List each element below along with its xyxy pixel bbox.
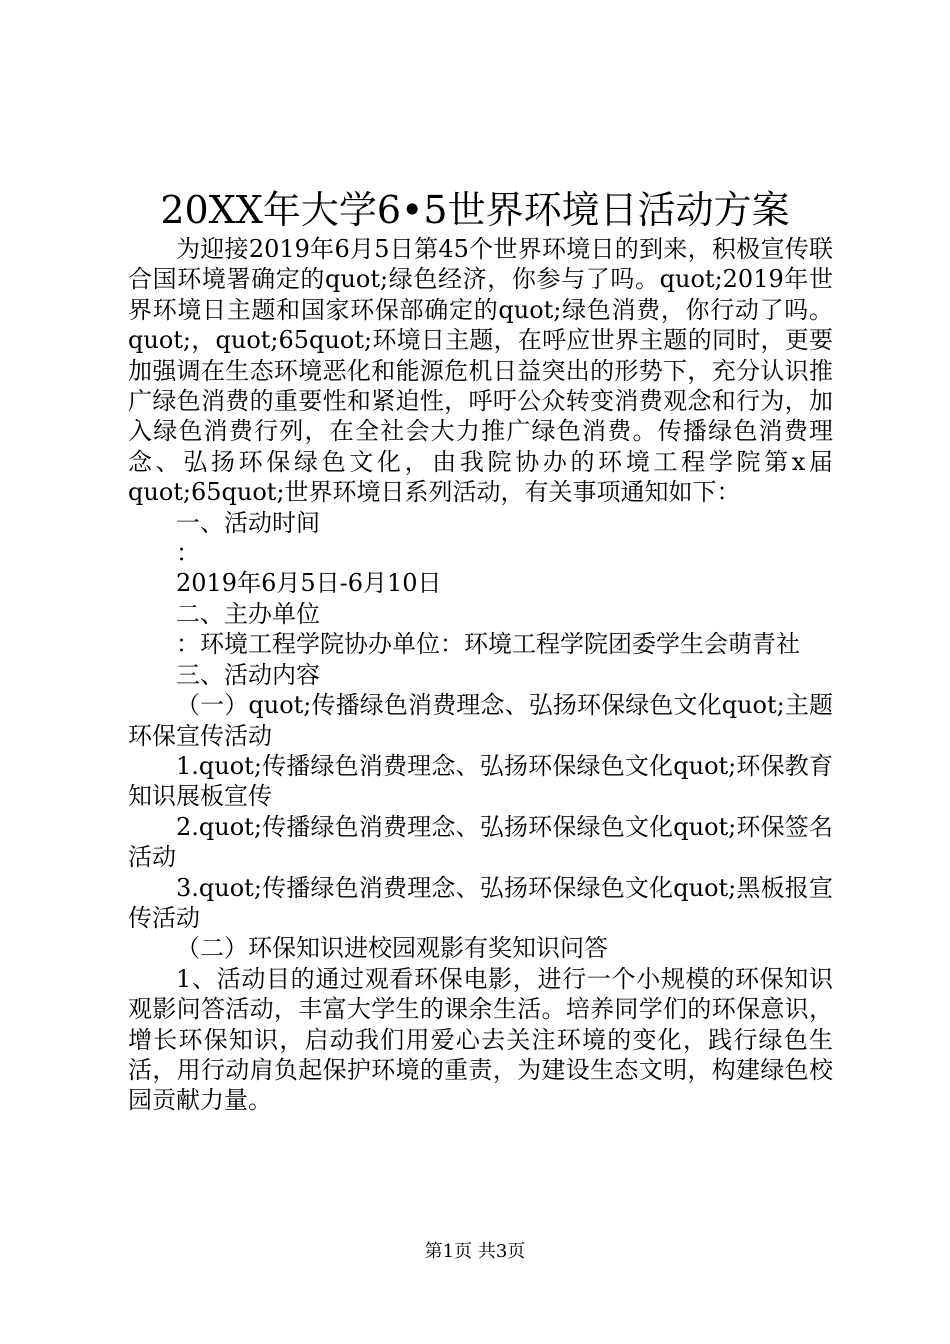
content-item-two: （二）环保知识进校园观影有奖知识问答 [176, 934, 608, 963]
content-subitem-1: 1.quot;传播绿色消费理念、弘扬环保绿色文化quot;环保教育知识展板宣传 [128, 751, 833, 811]
document-body [128, 234, 833, 1116]
time-colon: ： [176, 539, 200, 568]
section-heading-organizer: 二、主办单位 [176, 599, 320, 628]
page-footer: 第1页 共3页 [424, 1241, 526, 1262]
section-heading-time: 一、活动时间 [176, 508, 320, 537]
activity-purpose-paragraph: 1、活动目的通过观看环保电影，进行一个小规模的环保知识观影问答活动，丰富大学生的课余生活。培养同学们的环保意识，增长环保知识，启动我们用爱心去关注环境的变化，践行绿色生活，用行动肩负起保护环境的重责，为建设生态文明，构建绿色校园贡献力量。 [128, 964, 833, 1115]
time-value: 2019年6月5日-6月10日 [176, 569, 442, 598]
content-subitem-2: 2.quot;传播绿色消费理念、弘扬环保绿色文化quot;环保签名活动 [128, 812, 833, 872]
section-heading-content: 三、活动内容 [176, 660, 320, 689]
document-title: 20XX年大学6•5世界环境日活动方案 [160, 188, 790, 232]
content-item-one: （一）quot;传播绿色消费理念、弘扬环保绿色文化quot;主题环保宣传活动 [128, 691, 833, 750]
organizer-value: ：环境工程学院协办单位：环境工程学院团委学生会萌青社 [176, 630, 800, 659]
intro-paragraph: 为迎接2019年6月5日第45个世界环境日的到来，积极宣传联合国环境署确定的quot;绿色经济，你参与了吗。quot;2019年世界环境日主题和国家环保部确定的quot;绿色消费，你行动了吗。quot;，quot;65quot;环境日主题，在呼应世界主题的同时，更要加强调在生态环境恶化和能源危机日益突出的形势下，充分认识推广绿色消费的重要性和紧迫性，呼吁公众转变消费观念和行为，加入绿色消费行列，在全社会大力推广绿色消费。传播绿色消费理念、弘扬环保绿色文化，由我院协办的环境工程学院第x届quot;65quot;世界环境日系列活动，有关事项通知如下： [128, 235, 833, 507]
content-subitem-3: 3.quot;传播绿色消费理念、弘扬环保绿色文化quot;黑板报宣传活动 [128, 873, 833, 932]
